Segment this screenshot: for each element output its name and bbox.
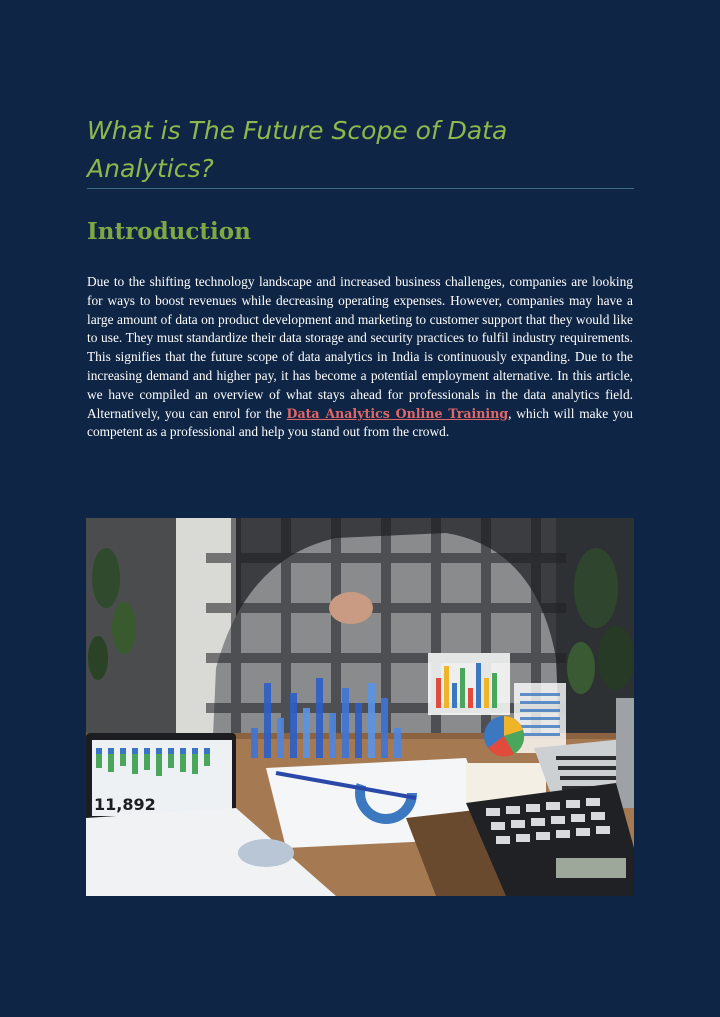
floating-bar-panel xyxy=(428,653,510,715)
data-analytics-training-link[interactable]: Data Analytics Online Training xyxy=(286,405,509,421)
tablet-readout: 11,892 xyxy=(94,795,156,814)
title-divider xyxy=(87,188,634,189)
analytics-photo-illustration xyxy=(86,518,634,896)
analytics-photo xyxy=(86,518,634,896)
paragraph-text: Due to the shifting technology landscape and increased business challenges, companies are looking for ways to boost revenues while decreasing operating expenses. However, companies may have a large amount of data on product development and marketing to customer support that they would like to use. They must standardize their data storage and security practices to fulfil industry requirements. This signifies that the future scope of data analytics in India is continuously expanding. Due to the increasing demand and higher pay, it has become a potential employment alternative. In this article, we have compiled an overview of what stays ahead for professionals in the data analytics field. Alternatively, you can enrol for the xyxy=(87,274,633,421)
paragraph-text-end: , which will make you competent as a professional and help you stand out from the crowd. xyxy=(87,405,633,440)
floating-pie-chart xyxy=(484,716,524,756)
page-title: What is The Future Scope of Data Analytics? xyxy=(87,116,508,183)
section-heading: Introduction xyxy=(87,218,251,245)
intro-paragraph xyxy=(87,273,633,442)
